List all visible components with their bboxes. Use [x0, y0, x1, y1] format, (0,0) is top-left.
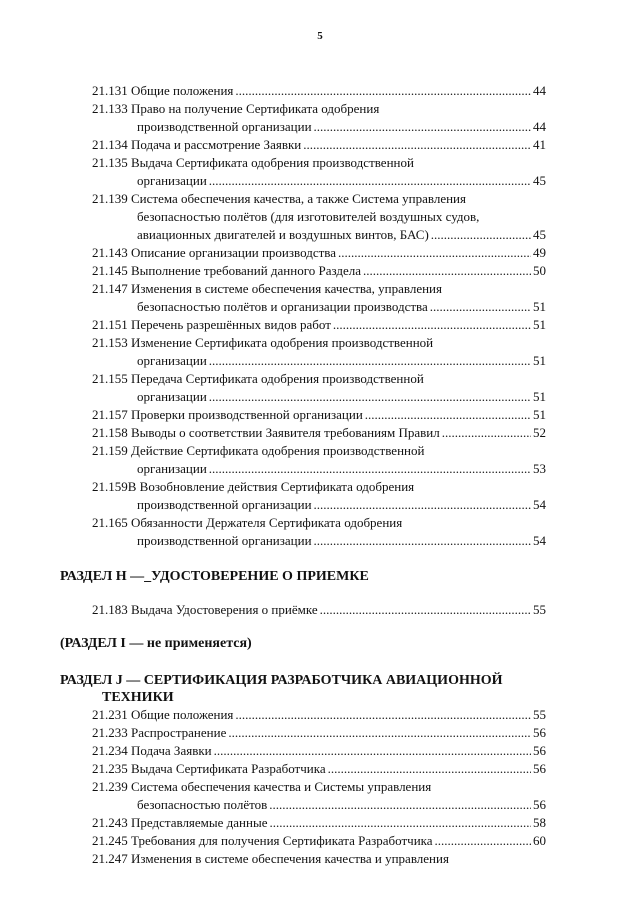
toc-entry-title: 21.165 Обязанности Держателя Сертификата одобрения — [92, 515, 403, 530]
toc-leader-dots — [209, 388, 531, 406]
toc-entry-title: 21.239 Система обеспечения качества и Системы управления — [92, 779, 432, 794]
toc-entry-title: производственной организации — [137, 497, 312, 512]
toc-leader-dots — [269, 814, 531, 832]
toc-entry-title: безопасностью полётов (для изготовителей воздушных судов, — [137, 209, 480, 224]
toc-entry-page: 50 — [533, 263, 546, 278]
toc-leader-dots — [333, 316, 531, 334]
toc-entry-page: 45 — [533, 227, 546, 242]
toc-entry-title: производственной организации — [137, 533, 312, 548]
toc-entry-title: 21.159В Возобновление действия Сертификата одобрения — [92, 479, 415, 494]
toc-entry[interactable] — [0, 136, 546, 154]
toc-entry-page: 56 — [533, 761, 546, 776]
toc-group-production — [0, 82, 640, 550]
toc-leader-dots — [235, 82, 531, 100]
toc-entry-title: 21.183 Выдача Удостоверения о приёмке — [92, 602, 318, 617]
toc-entry-page: 54 — [533, 533, 546, 548]
toc-entry-page: 56 — [533, 743, 546, 758]
toc-entry[interactable] — [0, 478, 546, 514]
toc-entry-page: 53 — [533, 461, 546, 476]
toc-entry-title: 21.143 Описание организации производства — [92, 245, 337, 260]
toc-entry-page: 49 — [533, 245, 546, 260]
toc-leader-dots — [365, 406, 531, 424]
toc-entry[interactable] — [0, 778, 546, 814]
toc-entry-title: 21.158 Выводы о соответствии Заявителя требованиям Правил — [92, 425, 440, 440]
toc-leader-dots — [431, 226, 531, 244]
toc-leader-dots — [320, 601, 531, 619]
table-of-contents — [0, 82, 640, 868]
toc-group-designer — [0, 706, 640, 868]
toc-entry-page: 55 — [533, 602, 546, 617]
toc-leader-dots — [209, 460, 531, 478]
toc-entry-title: организации — [137, 173, 207, 188]
toc-entry-title: производственной организации — [137, 119, 312, 134]
section-heading-i: (РАЗДЕЛ I — не применяется) — [60, 636, 252, 651]
toc-entry-title: 21.133 Право на получение Сертификата одобрения — [92, 101, 380, 116]
toc-entry-page: 54 — [533, 497, 546, 512]
toc-entry[interactable] — [0, 724, 546, 742]
toc-leader-dots — [442, 424, 531, 442]
toc-leader-dots — [314, 118, 531, 136]
toc-leader-dots — [328, 760, 531, 778]
toc-entry-title: 21.139 Система обеспечения качества, а также Система управления — [92, 191, 466, 206]
toc-entry[interactable] — [0, 334, 546, 370]
toc-entry[interactable] — [0, 442, 546, 478]
toc-entry-title: 21.131 Общие положения — [92, 83, 234, 98]
toc-leader-dots — [314, 496, 531, 514]
toc-entry[interactable] — [0, 814, 546, 832]
toc-entry-page: 51 — [533, 407, 546, 422]
toc-entry-title: 21.157 Проверки производственной организации — [92, 407, 363, 422]
toc-entry-title: 21.234 Подача Заявки — [92, 743, 212, 758]
toc-entry-page: 45 — [533, 173, 546, 188]
toc-entry-title: 21.145 Выполнение требований данного Раздела — [92, 263, 362, 278]
toc-entry[interactable] — [0, 601, 546, 619]
toc-entry-title: организации — [137, 461, 207, 476]
toc-leader-dots — [269, 796, 531, 814]
toc-entry-page: 56 — [533, 797, 546, 812]
toc-leader-dots — [209, 172, 531, 190]
toc-entry[interactable] — [0, 832, 546, 850]
toc-leader-dots — [314, 532, 531, 550]
toc-entry[interactable] — [0, 742, 546, 760]
toc-entry-title: 21.153 Изменение Сертификата одобрения производственной — [92, 335, 434, 350]
toc-entry-page: 41 — [533, 137, 546, 152]
toc-entry-title: 21.233 Распространение — [92, 725, 227, 740]
toc-entry[interactable] — [0, 316, 546, 334]
toc-entry-page: 51 — [533, 299, 546, 314]
toc-leader-dots — [430, 298, 531, 316]
section-heading-j-line2: ТЕХНИКИ — [102, 690, 174, 705]
toc-entry[interactable] — [0, 370, 546, 406]
toc-entry[interactable] — [0, 406, 546, 424]
toc-entry-page: 56 — [533, 725, 546, 740]
toc-entry[interactable] — [0, 82, 546, 100]
toc-entry-title: 21.151 Перечень разрешённых видов работ — [92, 317, 331, 332]
page-number: 5 — [317, 30, 323, 42]
toc-entry-title: 21.135 Выдача Сертификата одобрения производственной — [92, 155, 414, 170]
toc-leader-dots — [303, 136, 531, 154]
toc-entry-title: 21.243 Представляемые данные — [92, 815, 268, 830]
toc-entry-title: безопасностью полётов — [137, 797, 268, 812]
toc-entry-title: организации — [137, 353, 207, 368]
section-heading-j — [60, 672, 560, 706]
toc-leader-dots — [363, 262, 531, 280]
toc-entry[interactable] — [0, 760, 546, 778]
toc-leader-dots — [214, 742, 531, 760]
toc-entry[interactable] — [0, 850, 546, 868]
toc-entry-title: 21.159 Действие Сертификата одобрения производственной — [92, 443, 425, 458]
toc-entry[interactable] — [0, 514, 546, 550]
toc-leader-dots — [209, 352, 531, 370]
toc-entry[interactable] — [0, 262, 546, 280]
toc-entry-page: 51 — [533, 317, 546, 332]
toc-leader-dots — [235, 706, 531, 724]
toc-entry[interactable] — [0, 154, 546, 190]
toc-leader-dots — [338, 244, 531, 262]
toc-entry[interactable] — [0, 244, 546, 262]
toc-entry-title: 21.134 Подача и рассмотрение Заявки — [92, 137, 302, 152]
toc-entry-title: 21.247 Изменения в системе обеспечения качества и управления — [92, 851, 449, 866]
toc-entry-title: организации — [137, 389, 207, 404]
toc-entry-page: 44 — [533, 83, 546, 98]
toc-group-acceptance — [0, 601, 640, 619]
toc-leader-dots — [228, 724, 531, 742]
toc-entry-page: 51 — [533, 353, 546, 368]
toc-entry-page: 55 — [533, 707, 546, 722]
toc-entry[interactable] — [0, 100, 546, 136]
section-heading-h: РАЗДЕЛ H —_УДОСТОВЕРЕНИЕ О ПРИЕМКЕ — [60, 569, 369, 584]
toc-entry-title: 21.155 Передача Сертификата одобрения производственной — [92, 371, 424, 386]
toc-entry-title: 21.147 Изменения в системе обеспечения качества, управления — [92, 281, 442, 296]
toc-entry-title: 21.245 Требования для получения Сертификата Разработчика — [92, 833, 433, 848]
toc-entry[interactable] — [0, 424, 546, 442]
toc-entry-page: 52 — [533, 425, 546, 440]
toc-entry-page: 51 — [533, 389, 546, 404]
toc-entry-title: 21.235 Выдача Сертификата Разработчика — [92, 761, 326, 776]
toc-entry[interactable] — [0, 280, 546, 316]
toc-entry[interactable] — [0, 190, 546, 244]
toc-entry-title: авиационных двигателей и воздушных винтов, БАС) — [137, 227, 429, 242]
toc-entry-page: 44 — [533, 119, 546, 134]
toc-entry[interactable] — [0, 706, 546, 724]
toc-entry-page: 60 — [533, 833, 546, 848]
toc-leader-dots — [435, 832, 531, 850]
toc-entry-title: 21.231 Общие положения — [92, 707, 234, 722]
toc-entry-page: 58 — [533, 815, 546, 830]
section-heading-j-line1: РАЗДЕЛ J — СЕРТИФИКАЦИЯ РАЗРАБОТЧИКА АВИАЦИОННОЙ — [60, 673, 503, 688]
toc-entry-title: безопасностью полётов и организации производства — [137, 299, 428, 314]
